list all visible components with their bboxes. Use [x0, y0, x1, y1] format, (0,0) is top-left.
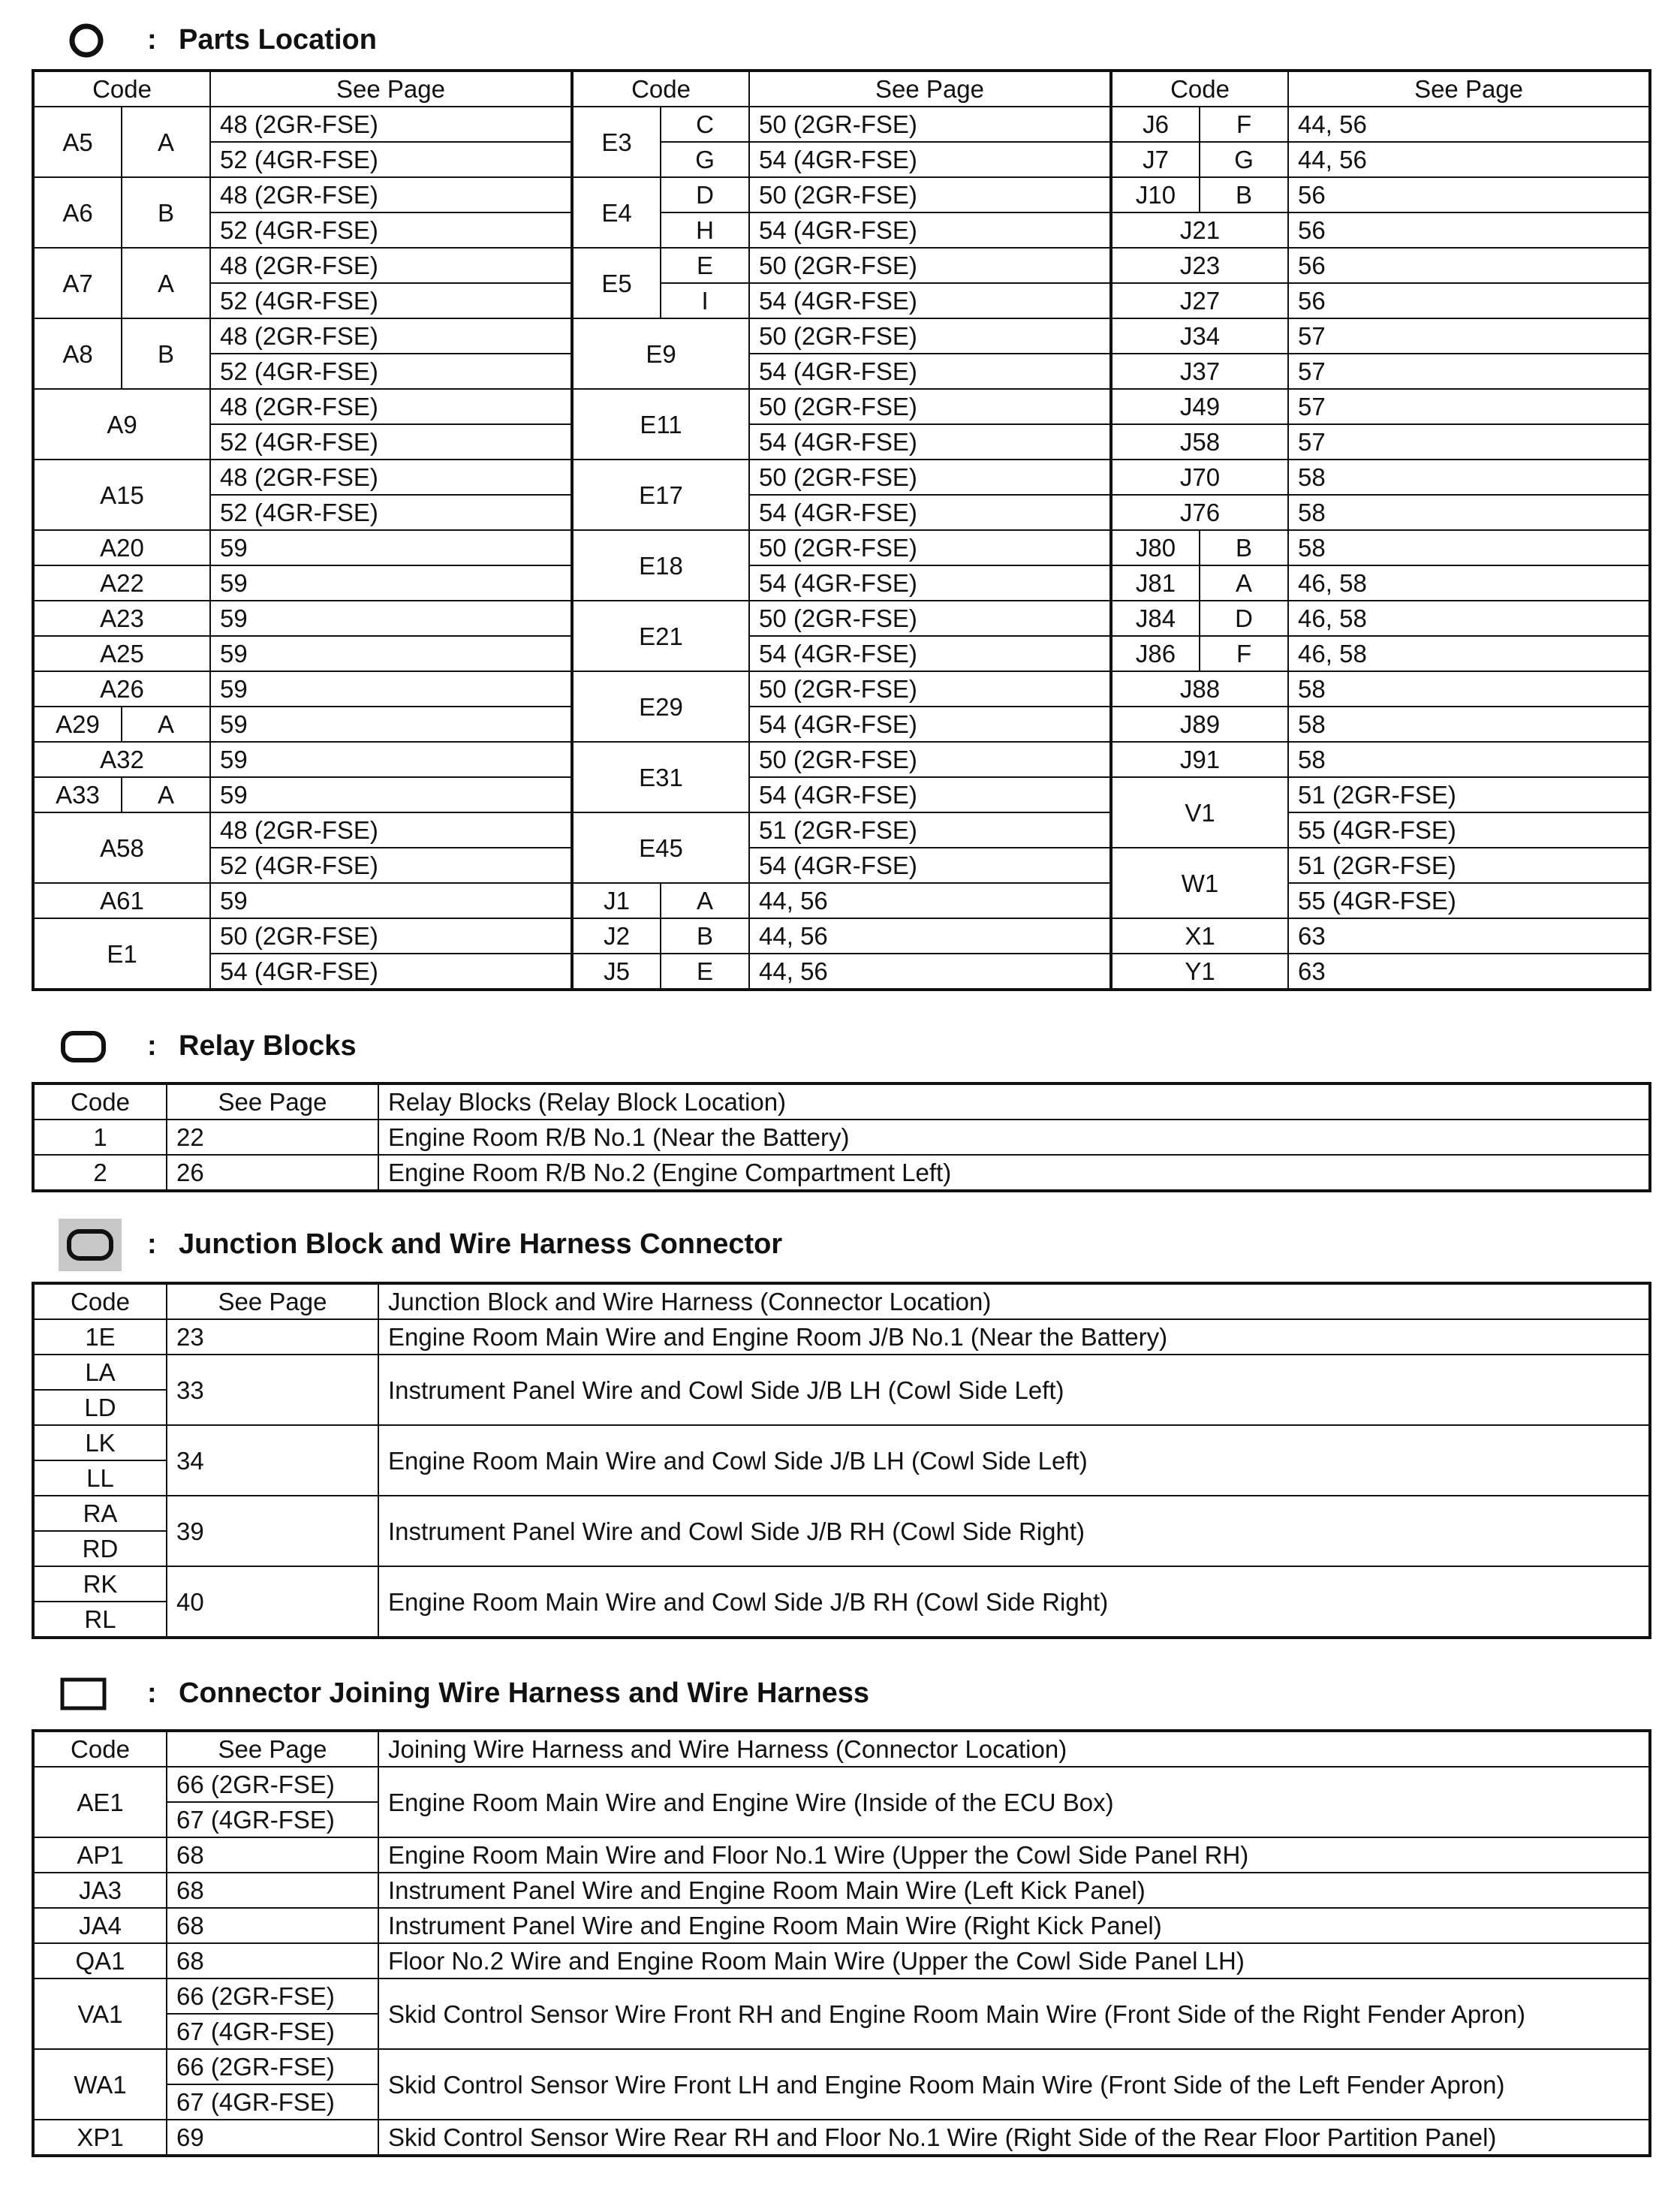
row-description: Instrument Panel Wire and Cowl Side J/B RH (Cowl Side Right)	[378, 1496, 1650, 1566]
row-description: Floor No.2 Wire and Engine Room Main Wire (Upper the Cowl Side Panel LH)	[378, 1943, 1650, 1978]
part-code: A23	[33, 601, 210, 636]
table-header-row	[33, 71, 1650, 107]
row-see-page: 66 (2GR-FSE)	[167, 2049, 378, 2084]
table-row	[33, 2049, 1650, 2084]
part-sub-code: A	[661, 883, 749, 918]
row-see-page: 22	[167, 1120, 378, 1155]
part-code: J49	[1111, 389, 1288, 424]
table-row	[33, 389, 1650, 424]
part-code: A22	[33, 565, 210, 601]
part-see-page: 52 (4GR-FSE)	[210, 848, 572, 883]
row-description: Engine Room R/B No.2 (Engine Compartment Left)	[378, 1155, 1650, 1191]
row-code: JA4	[33, 1908, 167, 1943]
part-see-page: 54 (4GR-FSE)	[749, 424, 1111, 460]
part-code: E45	[572, 812, 749, 883]
row-code: RA	[33, 1496, 167, 1531]
row-see-page: 67 (4GR-FSE)	[167, 2014, 378, 2049]
part-see-page: 48 (2GR-FSE)	[210, 107, 572, 142]
part-see-page: 63	[1288, 954, 1650, 990]
part-see-page: 52 (4GR-FSE)	[210, 212, 572, 248]
header-see-page: See Page	[210, 71, 572, 107]
row-code: VA1	[33, 1978, 167, 2049]
part-see-page: 54 (4GR-FSE)	[210, 954, 572, 990]
part-code: E4	[572, 177, 661, 248]
header-see-page: See Page	[167, 1283, 378, 1319]
part-see-page: 50 (2GR-FSE)	[749, 248, 1111, 283]
part-code: A15	[33, 460, 210, 530]
table-row	[33, 2120, 1650, 2156]
section-colon: :	[147, 1677, 157, 1709]
part-see-page: 58	[1288, 530, 1650, 565]
part-code: A5	[33, 107, 122, 177]
table-row	[33, 318, 1650, 354]
part-code: A9	[33, 389, 210, 460]
row-code: AP1	[33, 1837, 167, 1873]
part-see-page: 52 (4GR-FSE)	[210, 354, 572, 389]
table-header-row	[33, 1083, 1650, 1120]
part-sub-code: B	[1200, 177, 1288, 212]
row-description: Engine Room Main Wire and Engine Wire (Inside of the ECU Box)	[378, 1767, 1650, 1837]
part-sub-code: C	[661, 107, 749, 142]
part-code: E29	[572, 671, 749, 742]
part-see-page: 51 (2GR-FSE)	[749, 812, 1111, 848]
part-see-page: 54 (4GR-FSE)	[749, 495, 1111, 530]
row-code: 2	[33, 1155, 167, 1191]
part-sub-code: F	[1200, 636, 1288, 671]
part-see-page: 54 (4GR-FSE)	[749, 212, 1111, 248]
part-sub-code: B	[122, 177, 210, 248]
header-see-page: See Page	[167, 1731, 378, 1767]
row-description: Engine Room Main Wire and Cowl Side J/B LH (Cowl Side Left)	[378, 1425, 1650, 1496]
part-see-page: 50 (2GR-FSE)	[749, 530, 1111, 565]
row-see-page: 33	[167, 1355, 378, 1425]
header-code: Code	[33, 1083, 167, 1120]
part-see-page: 52 (4GR-FSE)	[210, 142, 572, 177]
shaded-rounded-rect-symbol-icon	[59, 1219, 122, 1271]
part-see-page: 59	[210, 707, 572, 742]
part-code: A58	[33, 812, 210, 883]
part-see-page: 50 (2GR-FSE)	[749, 107, 1111, 142]
row-code: QA1	[33, 1943, 167, 1978]
part-sub-code: H	[661, 212, 749, 248]
table-row	[33, 918, 1650, 954]
part-see-page: 44, 56	[749, 954, 1111, 990]
part-code: V1	[1111, 777, 1288, 848]
row-code: XP1	[33, 2120, 167, 2156]
part-code: E1	[33, 918, 210, 990]
table-row	[33, 530, 1650, 565]
row-see-page: 66 (2GR-FSE)	[167, 1978, 378, 2014]
row-code: LA	[33, 1355, 167, 1390]
part-see-page: 54 (4GR-FSE)	[749, 636, 1111, 671]
table-row	[33, 742, 1650, 777]
part-see-page: 50 (2GR-FSE)	[749, 318, 1111, 354]
part-sub-code: D	[661, 177, 749, 212]
part-code: Y1	[1111, 954, 1288, 990]
header-code: Code	[33, 1731, 167, 1767]
part-see-page: 59	[210, 636, 572, 671]
row-code: 1E	[33, 1319, 167, 1355]
part-see-page: 46, 58	[1288, 636, 1650, 671]
part-code: A61	[33, 883, 210, 918]
part-see-page: 58	[1288, 707, 1650, 742]
part-code: J91	[1111, 742, 1288, 777]
table-row	[33, 1425, 1650, 1460]
table-row	[33, 954, 1650, 990]
header-description: Junction Block and Wire Harness (Connector Location)	[378, 1283, 1650, 1319]
table-row	[33, 1873, 1650, 1908]
part-see-page: 48 (2GR-FSE)	[210, 318, 572, 354]
row-code: RD	[33, 1531, 167, 1566]
part-see-page: 48 (2GR-FSE)	[210, 460, 572, 495]
section-colon: :	[147, 24, 157, 56]
table-row	[33, 1908, 1650, 1943]
row-see-page: 68	[167, 1943, 378, 1978]
section-title: Junction Block and Wire Harness Connector	[179, 1228, 783, 1260]
table-row	[33, 1767, 1650, 1802]
section-title: Connector Joining Wire Harness and Wire Harness	[179, 1677, 869, 1709]
row-code: LL	[33, 1460, 167, 1496]
row-description: Skid Control Sensor Wire Front RH and Engine Room Main Wire (Front Side of the Right Fender Apron)	[378, 1978, 1650, 2049]
relay-blocks-table	[32, 1082, 1651, 1192]
table-row	[33, 565, 1650, 601]
part-code: J89	[1111, 707, 1288, 742]
section-title: Parts Location	[179, 24, 377, 56]
part-code: E5	[572, 248, 661, 318]
row-see-page: 68	[167, 1908, 378, 1943]
row-see-page: 68	[167, 1873, 378, 1908]
row-description: Engine Room Main Wire and Floor No.1 Wire (Upper the Cowl Side Panel RH)	[378, 1837, 1650, 1873]
row-see-page: 67 (4GR-FSE)	[167, 1802, 378, 1837]
part-see-page: 58	[1288, 460, 1650, 495]
header-code: Code	[572, 71, 749, 107]
part-see-page: 56	[1288, 248, 1650, 283]
part-see-page: 51 (2GR-FSE)	[1288, 777, 1650, 812]
table-header-row	[33, 1731, 1650, 1767]
part-code: A25	[33, 636, 210, 671]
part-code: J81	[1111, 565, 1200, 601]
table-row	[33, 848, 1650, 883]
row-description: Instrument Panel Wire and Engine Room Main Wire (Right Kick Panel)	[378, 1908, 1650, 1943]
part-see-page: 59	[210, 883, 572, 918]
part-see-page: 58	[1288, 742, 1650, 777]
row-description: Skid Control Sensor Wire Rear RH and Floor No.1 Wire (Right Side of the Rear Floor Partition Panel)	[378, 2120, 1650, 2156]
part-see-page: 54 (4GR-FSE)	[749, 848, 1111, 883]
part-code: W1	[1111, 848, 1288, 918]
part-see-page: 57	[1288, 354, 1650, 389]
part-code: A8	[33, 318, 122, 389]
row-description: Engine Room R/B No.1 (Near the Battery)	[378, 1120, 1650, 1155]
table-row	[33, 1943, 1650, 1978]
part-code: J6	[1111, 107, 1200, 142]
table-row	[33, 636, 1650, 671]
part-code: E9	[572, 318, 749, 389]
part-code: J21	[1111, 212, 1288, 248]
table-row	[33, 424, 1650, 460]
row-code: RL	[33, 1602, 167, 1638]
part-see-page: 54 (4GR-FSE)	[749, 707, 1111, 742]
part-code: J70	[1111, 460, 1288, 495]
header-see-page: See Page	[1288, 71, 1650, 107]
part-sub-code: A	[122, 707, 210, 742]
part-sub-code: A	[122, 107, 210, 177]
part-see-page: 54 (4GR-FSE)	[749, 565, 1111, 601]
square-symbol-icon	[60, 1677, 107, 1710]
part-see-page: 59	[210, 565, 572, 601]
part-code: J23	[1111, 248, 1288, 283]
part-sub-code: B	[661, 918, 749, 954]
part-code: A6	[33, 177, 122, 248]
row-code: LD	[33, 1390, 167, 1425]
row-code: LK	[33, 1425, 167, 1460]
part-see-page: 57	[1288, 389, 1650, 424]
table-row	[33, 883, 1650, 918]
part-see-page: 46, 58	[1288, 565, 1650, 601]
part-code: A32	[33, 742, 210, 777]
row-code: 1	[33, 1120, 167, 1155]
part-code: J76	[1111, 495, 1288, 530]
part-code: J27	[1111, 283, 1288, 318]
part-see-page: 50 (2GR-FSE)	[749, 177, 1111, 212]
table-row	[33, 601, 1650, 636]
part-see-page: 56	[1288, 212, 1650, 248]
table-row	[33, 707, 1650, 742]
row-see-page: 40	[167, 1566, 378, 1638]
header-code: Code	[33, 1283, 167, 1319]
row-description: Instrument Panel Wire and Engine Room Main Wire (Left Kick Panel)	[378, 1873, 1650, 1908]
part-code: J80	[1111, 530, 1200, 565]
part-sub-code: A	[122, 248, 210, 318]
table-row	[33, 460, 1650, 495]
part-see-page: 56	[1288, 177, 1650, 212]
part-see-page: 44, 56	[749, 918, 1111, 954]
table-row	[33, 1155, 1650, 1191]
part-sub-code: B	[1200, 530, 1288, 565]
part-see-page: 58	[1288, 495, 1650, 530]
row-see-page: 34	[167, 1425, 378, 1496]
part-code: A26	[33, 671, 210, 707]
table-row	[33, 495, 1650, 530]
row-description: Engine Room Main Wire and Engine Room J/B No.1 (Near the Battery)	[378, 1319, 1650, 1355]
row-see-page: 67 (4GR-FSE)	[167, 2084, 378, 2120]
row-description: Instrument Panel Wire and Cowl Side J/B LH (Cowl Side Left)	[378, 1355, 1650, 1425]
part-code: X1	[1111, 918, 1288, 954]
part-see-page: 59	[210, 601, 572, 636]
part-see-page: 51 (2GR-FSE)	[1288, 848, 1650, 883]
row-description: Engine Room Main Wire and Cowl Side J/B RH (Cowl Side Right)	[378, 1566, 1650, 1638]
part-code: E18	[572, 530, 749, 601]
table-row	[33, 177, 1650, 212]
table-row	[33, 1120, 1650, 1155]
part-sub-code: D	[1200, 601, 1288, 636]
part-code: A29	[33, 707, 122, 742]
row-see-page: 68	[167, 1837, 378, 1873]
part-code: J5	[572, 954, 661, 990]
part-sub-code: A	[122, 777, 210, 812]
part-code: J88	[1111, 671, 1288, 707]
part-sub-code: B	[122, 318, 210, 389]
part-see-page: 48 (2GR-FSE)	[210, 177, 572, 212]
row-code: JA3	[33, 1873, 167, 1908]
parts-location-table	[32, 69, 1651, 991]
part-see-page: 54 (4GR-FSE)	[749, 142, 1111, 177]
table-row	[33, 671, 1650, 707]
part-code: J86	[1111, 636, 1200, 671]
table-row	[33, 777, 1650, 812]
row-description: Skid Control Sensor Wire Front LH and Engine Room Main Wire (Front Side of the Left Fender Apron)	[378, 2049, 1650, 2120]
part-see-page: 52 (4GR-FSE)	[210, 424, 572, 460]
part-code: J58	[1111, 424, 1288, 460]
table-row	[33, 1837, 1650, 1873]
part-see-page: 54 (4GR-FSE)	[749, 354, 1111, 389]
part-see-page: 55 (4GR-FSE)	[1288, 883, 1650, 918]
part-see-page: 48 (2GR-FSE)	[210, 389, 572, 424]
header-see-page: See Page	[749, 71, 1111, 107]
row-see-page: 66 (2GR-FSE)	[167, 1767, 378, 1802]
part-sub-code: I	[661, 283, 749, 318]
table-row	[33, 107, 1650, 142]
rounded-rect-symbol-icon	[60, 1030, 107, 1063]
part-code: A20	[33, 530, 210, 565]
section-colon: :	[147, 1030, 157, 1062]
part-code: J2	[572, 918, 661, 954]
part-see-page: 58	[1288, 671, 1650, 707]
part-code: E3	[572, 107, 661, 177]
header-code: Code	[33, 71, 210, 107]
circle-symbol-icon	[68, 22, 105, 59]
part-code: J84	[1111, 601, 1200, 636]
connector-joining-table	[32, 1729, 1651, 2157]
table-row	[33, 1566, 1650, 1602]
part-see-page: 44, 56	[1288, 142, 1650, 177]
header-description: Joining Wire Harness and Wire Harness (Connector Location)	[378, 1731, 1650, 1767]
part-sub-code: G	[1200, 142, 1288, 177]
row-code: WA1	[33, 2049, 167, 2120]
part-see-page: 52 (4GR-FSE)	[210, 283, 572, 318]
part-code: J37	[1111, 354, 1288, 389]
table-row	[33, 1319, 1650, 1355]
table-row	[33, 812, 1650, 848]
table-row	[33, 1978, 1650, 2014]
table-row	[33, 283, 1650, 318]
part-see-page: 44, 56	[749, 883, 1111, 918]
part-see-page: 50 (2GR-FSE)	[749, 742, 1111, 777]
part-code: E17	[572, 460, 749, 530]
junction-block-table	[32, 1282, 1651, 1639]
part-code: E21	[572, 601, 749, 671]
part-sub-code: A	[1200, 565, 1288, 601]
part-code: A7	[33, 248, 122, 318]
part-see-page: 46, 58	[1288, 601, 1650, 636]
part-see-page: 59	[210, 742, 572, 777]
part-see-page: 48 (2GR-FSE)	[210, 248, 572, 283]
table-header-row	[33, 1283, 1650, 1319]
part-see-page: 54 (4GR-FSE)	[749, 283, 1111, 318]
row-see-page: 69	[167, 2120, 378, 2156]
header-see-page: See Page	[167, 1083, 378, 1120]
part-see-page: 50 (2GR-FSE)	[210, 918, 572, 954]
row-see-page: 26	[167, 1155, 378, 1191]
part-sub-code: G	[661, 142, 749, 177]
part-see-page: 55 (4GR-FSE)	[1288, 812, 1650, 848]
part-see-page: 50 (2GR-FSE)	[749, 671, 1111, 707]
section-colon: :	[147, 1228, 157, 1260]
part-code: J1	[572, 883, 661, 918]
part-see-page: 50 (2GR-FSE)	[749, 460, 1111, 495]
part-see-page: 59	[210, 671, 572, 707]
row-code: AE1	[33, 1767, 167, 1837]
row-see-page: 23	[167, 1319, 378, 1355]
table-row	[33, 142, 1650, 177]
part-see-page: 50 (2GR-FSE)	[749, 389, 1111, 424]
part-see-page: 57	[1288, 318, 1650, 354]
part-code: A33	[33, 777, 122, 812]
part-sub-code: E	[661, 248, 749, 283]
part-see-page: 59	[210, 530, 572, 565]
part-see-page: 44, 56	[1288, 107, 1650, 142]
part-code: J10	[1111, 177, 1200, 212]
part-code: J34	[1111, 318, 1288, 354]
table-row	[33, 212, 1650, 248]
part-see-page: 63	[1288, 918, 1650, 954]
part-see-page: 57	[1288, 424, 1650, 460]
part-see-page: 48 (2GR-FSE)	[210, 812, 572, 848]
row-see-page: 39	[167, 1496, 378, 1566]
part-see-page: 59	[210, 777, 572, 812]
part-code: E11	[572, 389, 749, 460]
table-row	[33, 354, 1650, 389]
part-see-page: 50 (2GR-FSE)	[749, 601, 1111, 636]
table-row	[33, 248, 1650, 283]
part-see-page: 56	[1288, 283, 1650, 318]
part-code: J7	[1111, 142, 1200, 177]
part-sub-code: F	[1200, 107, 1288, 142]
header-code: Code	[1111, 71, 1288, 107]
part-see-page: 52 (4GR-FSE)	[210, 495, 572, 530]
part-code: E31	[572, 742, 749, 812]
part-sub-code: E	[661, 954, 749, 990]
table-row	[33, 1355, 1650, 1390]
table-row	[33, 1496, 1650, 1531]
header-description: Relay Blocks (Relay Block Location)	[378, 1083, 1650, 1120]
section-title: Relay Blocks	[179, 1030, 357, 1062]
row-code: RK	[33, 1566, 167, 1602]
part-see-page: 54 (4GR-FSE)	[749, 777, 1111, 812]
